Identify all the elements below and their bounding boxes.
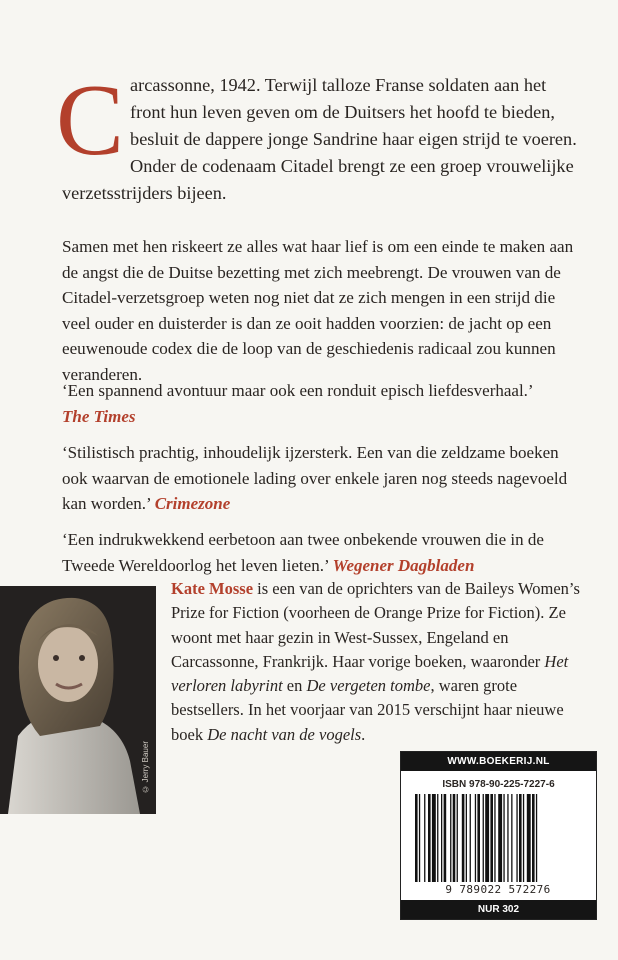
quote-source: Wegener Dagbladen (332, 555, 475, 575)
barcode-bar (523, 794, 524, 882)
review-quote-2 (62, 440, 582, 517)
quote-text: ‘Een indrukwekkend eerbetoon aan twee onbekende vrouwen die in de Tweede Wereldoorlog het leven lieten.’ (62, 530, 544, 575)
quote-text: ‘Een spannend avontuur maar ook een ronduit episch liefdesverhaal.’ (62, 381, 534, 400)
author-portrait-image (0, 586, 156, 814)
barcode-bar (511, 794, 512, 882)
synopsis-paragraph: Samen met hen riskeert ze alles wat haar lief is om een einde te maken aan de angst die de Duitse bezetting met zich meebrengt. De vrouwen van de Citadel-verzetsgroep weten nog niet dat ze zich mengen in een strijd die veel ouder en duisterder is dan ze ooit hadden voorzien: de jacht op een eeuwenoude codex die de loop van de geschiedenis radicaal zou kunnen veranderen. (62, 237, 574, 384)
barcode-bar (462, 794, 465, 882)
review-quote-3 (62, 527, 582, 578)
publisher-url: WWW.BOEKERIJ.NL (401, 752, 596, 771)
barcode-bar (527, 794, 531, 882)
barcode-bar (503, 794, 504, 882)
barcode-bar (477, 794, 480, 882)
barcode-icon (415, 794, 583, 882)
bio-text-3: , waren grote bestsellers. In het voorjaar van 2015 verschijnt haar nieuwe boek (171, 676, 564, 744)
barcode-bar (457, 794, 458, 882)
barcode-bar (532, 794, 535, 882)
quote-source: Crimezone (154, 494, 231, 513)
barcode-bar (450, 794, 451, 882)
barcode-bar (485, 794, 489, 882)
barcode-bar (536, 794, 537, 882)
intro-paragraph (56, 64, 582, 207)
barcode-bar (466, 794, 467, 882)
drop-cap: C (56, 64, 125, 177)
bio-text-2: en (282, 676, 307, 696)
barcode-bar (470, 794, 471, 882)
barcode-digits: 9 789022 572276 (445, 883, 551, 896)
author-photo (0, 586, 156, 814)
barcode-bar (419, 794, 420, 882)
book-title-2: De vergeten tombe (306, 676, 431, 696)
barcode-bar (432, 794, 436, 882)
barcode-bar (475, 794, 476, 882)
book-title-3: De nacht van de vogels (207, 724, 362, 744)
review-quote-1 (62, 378, 582, 429)
barcode-bar (494, 794, 495, 882)
barcode-bar (519, 794, 522, 882)
barcode-bar (483, 794, 484, 882)
author-name: Kate Mosse (171, 579, 254, 598)
barcode-bar (424, 794, 425, 882)
barcode-bar (444, 794, 447, 882)
barcode-bar (507, 794, 508, 882)
isbn-label: ISBN 978-90-225-7227-6 (442, 779, 555, 790)
barcode-bar (415, 794, 418, 882)
bio-text-4: . (361, 724, 366, 744)
nur-label: NUR 302 (401, 900, 596, 919)
barcode-panel (400, 751, 597, 920)
barcode-bar (437, 794, 438, 882)
intro-text: arcassonne, 1942. Terwijl talloze Franse soldaten aan het front hun leven geven om de Duitsers het hoofd te bieden, besluit de dappere jonge Sandrine haar eigen strijd te voeren. Onder de codenaam Citadel brengt ze een groep vrouwelijke verzetsstrijders bijeen. (62, 75, 577, 203)
barcode-bar (441, 794, 442, 882)
barcode-bar (428, 794, 431, 882)
photo-credit: © Jerry Bauer (141, 741, 150, 794)
barcode-bar (498, 794, 502, 882)
quote-text: ‘Stilistisch prachtig, inhoudelijk ijzersterk. Een van die zeldzame boeken ook waarvan de emotionele lading over enkele jaren nog steeds nagevoeld kan worden.’ (62, 443, 568, 513)
book-title-1: Het verloren labyrint (171, 651, 569, 696)
author-bio (171, 577, 591, 747)
barcode-bar (490, 794, 493, 882)
quote-source: The Times (62, 406, 136, 426)
barcode-bar (453, 794, 456, 882)
barcode-bar (516, 794, 517, 882)
bio-text-1: is een van de oprichters van de Baileys Women’s Prize for Fiction (voorheen de Orange Prize for Fiction). Ze woont met haar gezin in West-Sussex, Engeland en Carcassonne, Frankrijk. Haar vorige boeken, waaronder (171, 579, 580, 671)
